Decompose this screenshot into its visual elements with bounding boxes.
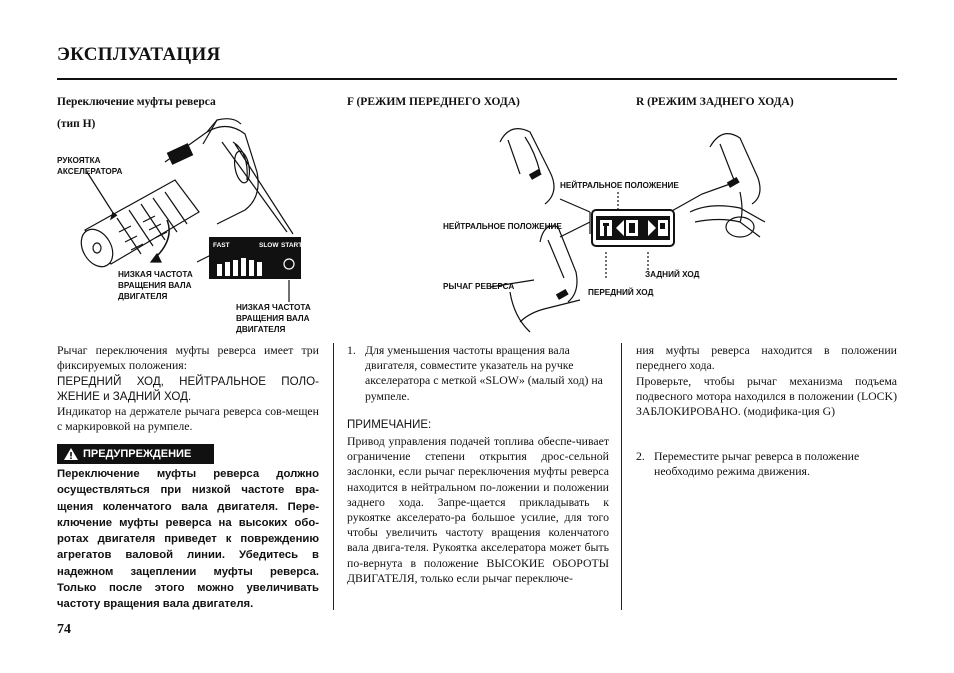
figure-left-heading: Переключение муфты реверса <box>57 96 216 108</box>
col3-continued-text: ния муфты реверса находится в положении переднего хода. <box>636 343 897 373</box>
decal-fast-label: FAST <box>213 242 230 249</box>
note-colon: : <box>428 419 432 431</box>
label-grip-line2: АКСЕЛЕРАТОРА <box>57 167 123 176</box>
warning-triangle-icon <box>63 447 79 461</box>
indicator-symbol-reverse: R <box>603 227 605 228</box>
label-low-rpm-2-line2: ВРАЩЕНИЯ ВАЛА <box>236 314 310 323</box>
label-reverse-lever: РЫЧАГ РЕВЕРСА <box>443 282 515 291</box>
figure-left-subheading: (тип H) <box>57 118 96 130</box>
col1-para2: ПЕРЕДНИЙ ХОД, НЕЙТРАЛЬНОЕ ПОЛО-ЖЕНИЕ и ЗАДНИЙ ХОД. <box>57 375 319 404</box>
page-number: 74 <box>57 622 71 637</box>
label-low-rpm-2-line1: НИЗКАЯ ЧАСТОТА <box>236 303 311 312</box>
col1-para1: Рычаг переключения муфты реверса имеет три фиксируемых положения: <box>57 343 319 373</box>
decal-start-label: START <box>281 242 303 249</box>
col1-para3: Индикатор на держателе рычага реверса сов-мещен с маркировкой на румпеле. <box>57 404 319 434</box>
step2-number: 2. <box>636 449 645 463</box>
heading-forward-mode: F (РЕЖИМ ПЕРЕДНЕГО ХОДА) <box>347 96 520 108</box>
label-low-rpm-1-line2: ВРАЩЕНИЯ ВАЛА <box>118 281 192 290</box>
warning-text: Переключение муфты реверса должно осуществляться при низкой частоте вра-щения коленчатого вала двигателя. Пере-ключение муфты реверса на высоких обо-ротах двигателя приведет к повреждению агрегатов валовой линии. Убедитесь в надежном зацеплении муфты реверса. Только после этого можно увеличивать частоту вращения вала двигателя. <box>57 468 319 611</box>
label-low-rpm-1-line3: ДВИГАТЕЛЯ <box>118 292 168 301</box>
step2-text: Переместите рычаг реверса в положение необходимо режима движения. <box>654 449 860 479</box>
label-low-rpm-1-line1: НИЗКАЯ ЧАСТОТА <box>118 270 193 279</box>
warning-badge <box>57 444 214 464</box>
warning-label: ПРЕДУПРЕЖДЕНИЕ <box>83 448 192 460</box>
step1-text: Для уменьшения частоты вращения вала двигателя, совместите указатель на ручке акселератора с меткой «SLOW» (малый ход) на румпеле. <box>365 343 603 403</box>
note-text: Привод управления подачей топлива обеспе-чивает ограничение степени открытия дрос-сельной заслонки, если рычаг переключения муфты реверса находится в нейтральном по-ложении и положении заднего хода. Запре-щается прикладывать к рукоятке акселерато-ра большое усилие, для того чтобы увеличить частоту вращения коленчатого вала двига-теля. Рукоятка акселератора может быть по-вернута в положение ВЫСОКИЕ ОБОРОТЫ ДВИГАТЕЛЯ, только если рычаг переключе- <box>347 434 609 585</box>
label-grip-line1: РУКОЯТКА <box>57 156 101 165</box>
label-neutral-top: НЕЙТРАЛЬНОЕ ПОЛОЖЕНИЕ <box>560 181 679 190</box>
decal-slow-label: SLOW <box>259 242 279 249</box>
label-neutral-left: НЕЙТРАЛЬНОЕ ПОЛОЖЕНИЕ <box>443 222 562 231</box>
indicator-symbol-forward: F <box>602 227 603 228</box>
heading-reverse-mode: R (РЕЖИМ ЗАДНЕГО ХОДА) <box>636 96 794 108</box>
indicator-symbol-neutral: N <box>602 227 604 228</box>
column-divider-1 <box>333 343 334 610</box>
header-rule <box>57 78 897 80</box>
label-reverse-gear: ЗАДНИЙ ХОД <box>645 270 700 279</box>
column-divider-2 <box>621 343 622 610</box>
label-low-rpm-2-line3: ДВИГАТЕЛЯ <box>236 325 286 334</box>
col3-lock-check: Проверьте, чтобы рычаг механизма подъема подвесного мотора находился в положении (LOCK) ЗАБЛОКИРОВАНО. (модифика-ция G) <box>636 374 897 419</box>
note-title: ПРИМЕЧАНИЕ <box>347 419 429 431</box>
label-forward-gear: ПЕРЕДНИЙ ХОД <box>588 288 654 297</box>
step1-number: 1. <box>347 343 356 357</box>
section-title: ЭКСПЛУАТАЦИЯ <box>57 44 221 65</box>
